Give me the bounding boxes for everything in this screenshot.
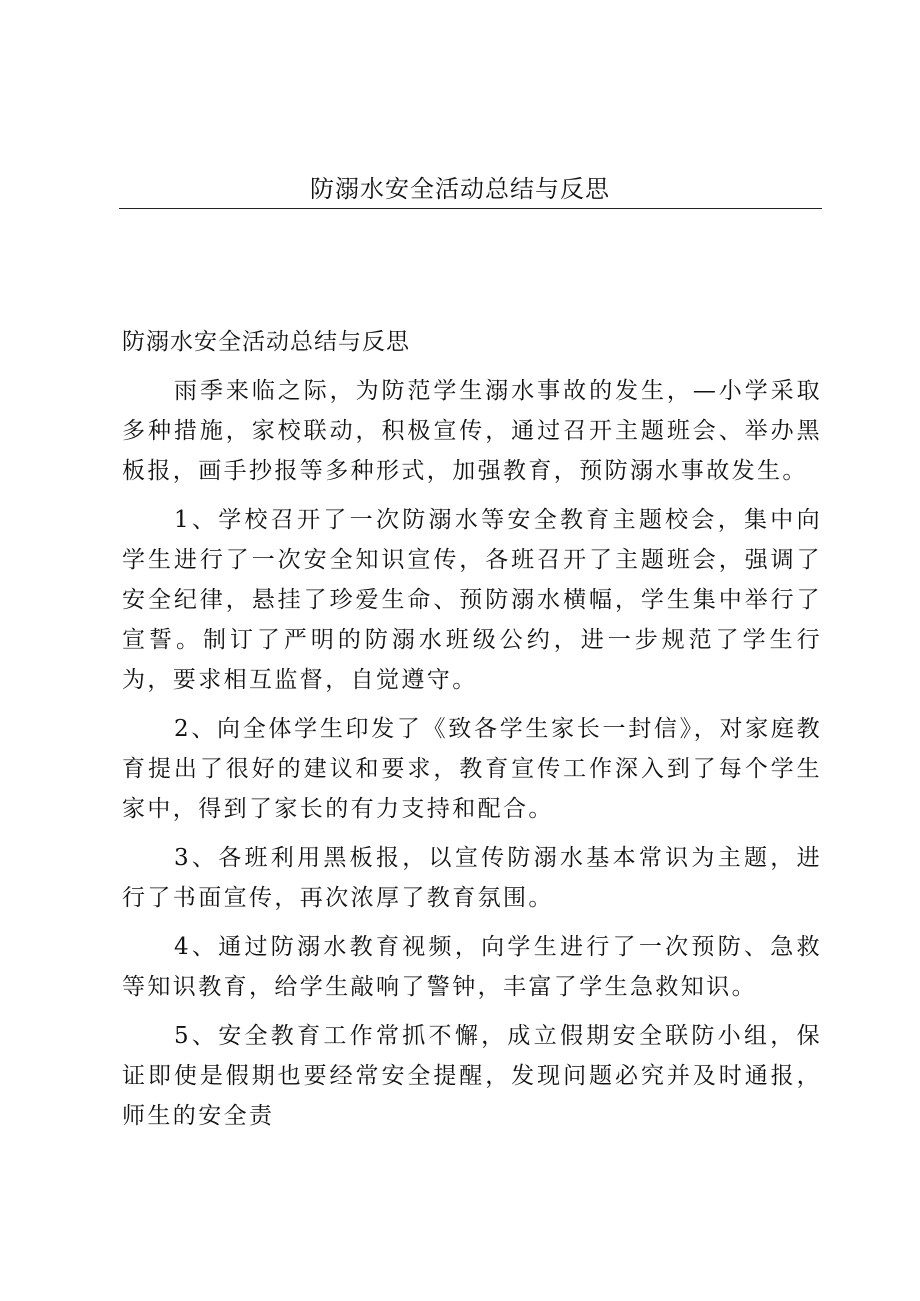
document-subtitle: 防溺水安全活动总结与反思	[122, 329, 410, 355]
paragraph-item-1: 1、学校召开了一次防溺水等安全教育主题校会，集中向学生进行了一次安全知识宣传，各班召开了主题班会，强调了安全纪律，悬挂了珍爱生命、预防溺水横幅，学生集中举行了宣誓。制订了严明的防溺水班级公约，进一步规范了学生行为，要求相互监督，自觉遵守。	[122, 507, 822, 693]
document-body	[122, 322, 822, 1145]
paragraph-item-2: 2、向全体学生印发了《致各学生家长一封信》，对家庭教育提出了很好的建议和要求，教育宣传工作深入到了每个学生家中，得到了家长的有力支持和配合。	[122, 716, 822, 822]
paragraph-item-5: 5、安全教育工作常抓不懈，成立假期安全联防小组，保证即使是假期也要经常安全提醒，发现问题必究并及时通报，师生的安全责	[122, 1023, 822, 1129]
paragraph-intro: 雨季来临之际，为防范学生溺水事故的发生，—小学采取多种措施，家校联动，积极宣传，通过召开主题班会、举办黑板报，画手抄报等多种形式，加强教育，预防溺水事故发生。	[122, 378, 822, 484]
paragraph-item-4: 4、通过防溺水教育视频，向学生进行了一次预防、急救等知识教育，给学生敲响了警钟，丰富了学生急救知识。	[122, 934, 822, 1000]
page-header-title: 防溺水安全活动总结与反思	[310, 175, 610, 203]
header-divider	[119, 208, 822, 209]
paragraph-item-3: 3、各班利用黑板报，以宣传防溺水基本常识为主题，进行了书面宣传，再次浓厚了教育氛围。	[122, 845, 822, 911]
